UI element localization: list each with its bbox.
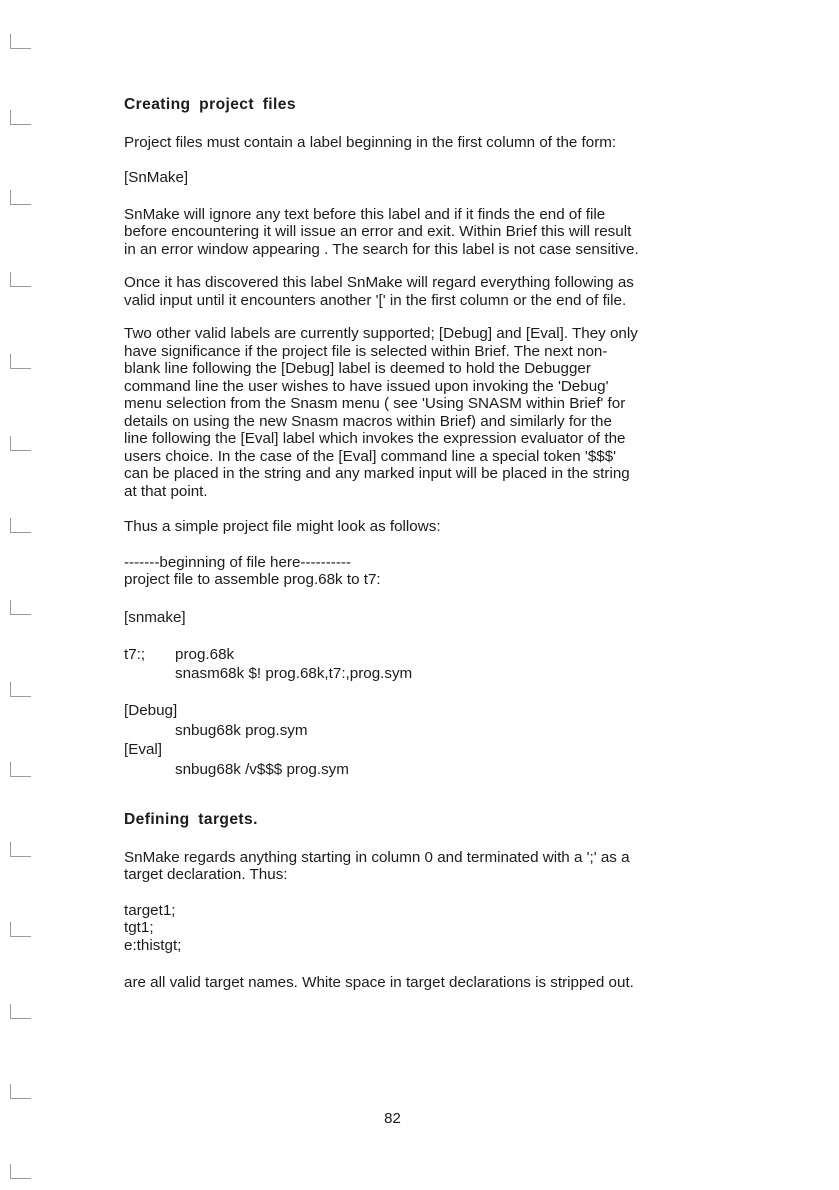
example-desc-line: project file to assemble prog.68k to t7: bbox=[124, 571, 381, 588]
paragraph-2 bbox=[124, 274, 724, 309]
example-eval-command: snbug68k /v$$$ prog.sym bbox=[175, 760, 349, 778]
section-heading-targets: Defining targets. bbox=[124, 811, 258, 828]
example-target: t7:; bbox=[124, 646, 146, 663]
binding-mark bbox=[10, 1164, 31, 1179]
text-line: command line the user wishes to have issued upon invoking the 'Debug' bbox=[124, 377, 609, 395]
example-intro: Thus a simple project file might look as follows: bbox=[124, 518, 441, 535]
text-line: before encountering it will issue an error and exit. Within Brief this will result bbox=[124, 223, 632, 240]
binding-mark bbox=[10, 1004, 31, 1019]
example-snmake-label: [snmake] bbox=[124, 608, 186, 626]
label-example: [SnMake] bbox=[124, 169, 189, 186]
example-eval-label: [Eval] bbox=[124, 741, 162, 758]
binding-mark bbox=[10, 600, 31, 615]
binding-mark bbox=[10, 354, 31, 369]
example-debug-label: [Debug] bbox=[124, 702, 178, 719]
targets-paragraph bbox=[124, 849, 724, 884]
binding-mark bbox=[10, 436, 31, 451]
binding-mark bbox=[10, 922, 31, 937]
text-line: SnMake regards anything starting in column 0 and terminated with a ';' as a bbox=[124, 848, 630, 866]
example-begin-line: -------beginning of file here---------- bbox=[124, 553, 351, 571]
target-examples bbox=[124, 902, 724, 955]
text-line: line following the [Eval] label which invokes the expression evaluator of the bbox=[124, 430, 626, 447]
example-debug-command: snbug68k prog.sym bbox=[175, 721, 308, 739]
text-line: in an error window appearing . The search for this label is not case sensitive. bbox=[124, 240, 639, 258]
project-files-intro: Project files must contain a label beginning in the first column of the form: bbox=[124, 133, 617, 151]
text-line: SnMake will ignore any text before this label and if it finds the end of file bbox=[124, 205, 606, 223]
text-line: target declaration. Thus: bbox=[124, 866, 288, 883]
target-example: target1; bbox=[124, 901, 176, 919]
binding-mark bbox=[10, 682, 31, 697]
binding-mark bbox=[10, 110, 31, 125]
binding-mark bbox=[10, 1084, 31, 1099]
paragraph-3 bbox=[124, 325, 724, 500]
page-content bbox=[124, 96, 724, 992]
binding-mark bbox=[10, 518, 31, 533]
target-example: e:thistgt; bbox=[124, 936, 182, 954]
example-command: snasm68k $! prog.68k,t7:,prog.sym bbox=[175, 664, 413, 682]
binding-mark bbox=[10, 842, 31, 857]
text-line: users choice. In the case of the [Eval] command line a special token '$$$' bbox=[124, 447, 617, 465]
example-file bbox=[124, 553, 724, 780]
text-line: blank line following the [Debug] label is deemed to hold the Debugger bbox=[124, 360, 591, 377]
binding-margin bbox=[8, 0, 38, 1190]
example-dependency: prog.68k bbox=[175, 646, 235, 663]
section-heading-project-files: Creating project files bbox=[124, 96, 296, 113]
binding-mark bbox=[10, 762, 31, 777]
text-line: Two other valid labels are currently supported; [Debug] and [Eval]. They only bbox=[124, 325, 638, 342]
target-example: tgt1; bbox=[124, 919, 154, 936]
targets-closing: are all valid target names. White space in target declarations is stripped out. bbox=[124, 974, 634, 991]
text-line: valid input until it encounters another '[' in the first column or the end of file. bbox=[124, 291, 627, 309]
text-line: have significance if the project file is selected within Brief. The next non- bbox=[124, 342, 608, 360]
paragraph-1 bbox=[124, 206, 724, 259]
binding-mark bbox=[10, 190, 31, 205]
text-line: can be placed in the string and any marked input will be placed in the string bbox=[124, 465, 630, 482]
example-target-row bbox=[124, 645, 724, 665]
text-line: details on using the new Snasm macros within Brief) and similarly for the bbox=[124, 412, 612, 430]
text-line: at that point. bbox=[124, 482, 208, 500]
binding-mark bbox=[10, 34, 31, 49]
page-number bbox=[0, 1110, 839, 1127]
text-line: menu selection from the Snasm menu ( see 'Using SNASM within Brief' for bbox=[124, 395, 626, 412]
text-line: Once it has discovered this label SnMake will regard everything following as bbox=[124, 274, 634, 291]
page-number-text: 82 bbox=[384, 1110, 401, 1127]
binding-mark bbox=[10, 272, 31, 287]
